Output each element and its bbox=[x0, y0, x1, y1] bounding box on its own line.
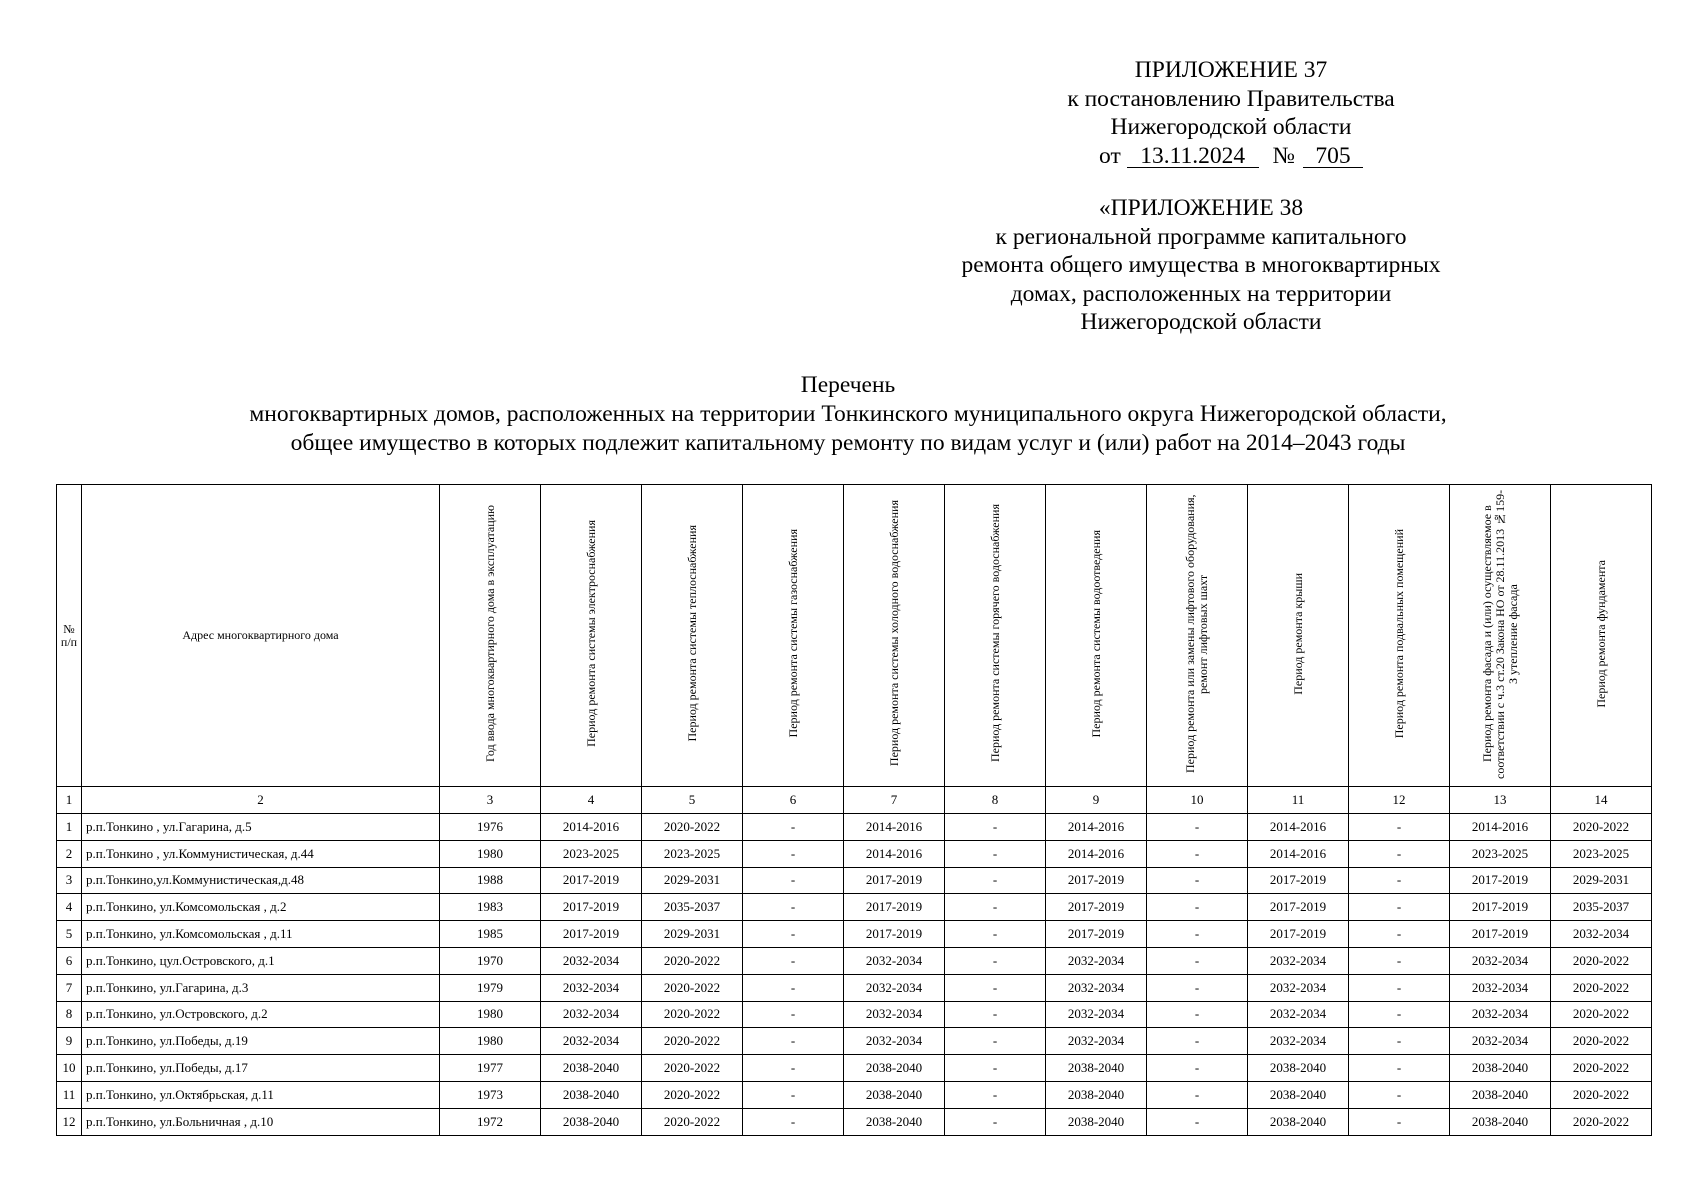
column-header-text: Период ремонта системы теплоснабжения bbox=[684, 525, 699, 742]
period-cell: - bbox=[1349, 1081, 1450, 1108]
period-cell: - bbox=[1349, 1055, 1450, 1082]
period-cell: - bbox=[1147, 1081, 1248, 1108]
column-header-text: Период ремонта системы горячего водоснабжения bbox=[987, 504, 1002, 763]
period-cell: - bbox=[945, 1055, 1046, 1082]
column-header-13 bbox=[1450, 485, 1551, 787]
address-cell: р.п.Тонкино, ул.Островского, д.2 bbox=[82, 1001, 440, 1028]
period-cell: 1980 bbox=[440, 1001, 541, 1028]
period-cell: 2038-2040 bbox=[1450, 1081, 1551, 1108]
period-cell: 1976 bbox=[440, 814, 541, 841]
period-cell: - bbox=[743, 1028, 844, 1055]
period-cell: 1985 bbox=[440, 921, 541, 948]
period-cell: 2029-2031 bbox=[642, 921, 743, 948]
column-number: 1 bbox=[57, 787, 82, 814]
period-cell: 2020-2022 bbox=[642, 1001, 743, 1028]
period-cell: 1983 bbox=[440, 894, 541, 921]
list-title bbox=[0, 371, 1696, 458]
address-cell: р.п.Тонкино, ул.Победы, д.19 bbox=[82, 1028, 440, 1055]
period-cell: - bbox=[743, 947, 844, 974]
period-cell: - bbox=[743, 867, 844, 894]
period-cell: 2032-2034 bbox=[541, 1028, 642, 1055]
period-cell: 2032-2034 bbox=[1046, 1001, 1147, 1028]
address-cell: р.п.Тонкино, ул.Гагарина, д.3 bbox=[82, 974, 440, 1001]
row-number-cell: 4 bbox=[57, 894, 82, 921]
table-row bbox=[57, 1028, 1652, 1055]
column-header-text: Период ремонта фасада и (или) осуществляемое в соответствии с ч.3 ст.20 Закона НО от 28.11.2013 №159-З утепление фасада bbox=[1479, 488, 1520, 779]
period-cell: 2023-2025 bbox=[642, 840, 743, 867]
column-number: 12 bbox=[1349, 787, 1450, 814]
period-cell: 2020-2022 bbox=[642, 1055, 743, 1082]
period-cell: 2014-2016 bbox=[844, 840, 945, 867]
houses-table-wrap bbox=[56, 484, 1652, 1136]
period-cell: - bbox=[743, 894, 844, 921]
row-number-cell: 12 bbox=[57, 1108, 82, 1135]
table-row bbox=[57, 974, 1652, 1001]
period-cell: 2017-2019 bbox=[1046, 921, 1147, 948]
period-cell: - bbox=[1147, 1108, 1248, 1135]
period-cell: 2032-2034 bbox=[1248, 974, 1349, 1001]
column-header-1: № п/п bbox=[57, 485, 82, 787]
period-cell: 2017-2019 bbox=[844, 894, 945, 921]
period-cell: - bbox=[743, 1055, 844, 1082]
period-cell: 2014-2016 bbox=[1248, 814, 1349, 841]
appendix-block bbox=[1051, 56, 1411, 170]
column-header-3 bbox=[440, 485, 541, 787]
column-header-14 bbox=[1551, 485, 1652, 787]
period-cell: 2017-2019 bbox=[541, 867, 642, 894]
period-cell: 2038-2040 bbox=[844, 1055, 945, 1082]
period-cell: 2029-2031 bbox=[1551, 867, 1652, 894]
period-cell: - bbox=[1349, 894, 1450, 921]
address-cell: р.п.Тонкино, ул.Победы, д.17 bbox=[82, 1055, 440, 1082]
address-cell: р.п.Тонкино, ул.Комсомольская , д.11 bbox=[82, 921, 440, 948]
period-cell: 2020-2022 bbox=[1551, 1028, 1652, 1055]
table-row bbox=[57, 1108, 1652, 1135]
period-cell: 1988 bbox=[440, 867, 541, 894]
address-cell: р.п.Тонкино , ул.Гагарина, д.5 bbox=[82, 814, 440, 841]
period-cell: - bbox=[743, 814, 844, 841]
period-cell: 1972 bbox=[440, 1108, 541, 1135]
list-title-line-3: общее имущество в которых подлежит капитальному ремонту по видам услуг и (или) работ на 2014–2043 годы bbox=[290, 430, 1406, 456]
period-cell: 1977 bbox=[440, 1055, 541, 1082]
table-row bbox=[57, 894, 1652, 921]
period-cell: 2032-2034 bbox=[541, 974, 642, 1001]
period-cell: 2032-2034 bbox=[1450, 1001, 1551, 1028]
period-cell: 2032-2034 bbox=[1046, 1028, 1147, 1055]
column-header-text: Период ремонта системы холодного водоснабжения bbox=[886, 500, 901, 767]
period-cell: - bbox=[1147, 921, 1248, 948]
column-number: 11 bbox=[1248, 787, 1349, 814]
period-cell: - bbox=[945, 947, 1046, 974]
appendix-title: ПРИЛОЖЕНИЕ 37 bbox=[1134, 57, 1328, 83]
period-cell: 2029-2031 bbox=[642, 867, 743, 894]
column-header-11 bbox=[1248, 485, 1349, 787]
period-cell: 2023-2025 bbox=[541, 840, 642, 867]
period-cell: - bbox=[945, 894, 1046, 921]
list-title-line-1: Перечень bbox=[800, 372, 896, 398]
period-cell: 2014-2016 bbox=[1046, 814, 1147, 841]
period-cell: - bbox=[1349, 1028, 1450, 1055]
order-number: 705 bbox=[1303, 145, 1363, 168]
period-cell: - bbox=[743, 974, 844, 1001]
appendix-line-1: к постановлению Правительства bbox=[1067, 85, 1395, 112]
column-number: 10 bbox=[1147, 787, 1248, 814]
column-header-7 bbox=[844, 485, 945, 787]
address-cell: р.п.Тонкино, ул.Больничная , д.10 bbox=[82, 1108, 440, 1135]
row-number-cell: 3 bbox=[57, 867, 82, 894]
period-cell: 2038-2040 bbox=[541, 1108, 642, 1135]
address-cell: р.п.Тонкино, ул.Октябрьская, д.11 bbox=[82, 1081, 440, 1108]
period-cell: 2032-2034 bbox=[1551, 921, 1652, 948]
column-number: 9 bbox=[1046, 787, 1147, 814]
column-header-12 bbox=[1349, 485, 1450, 787]
row-number-cell: 11 bbox=[57, 1081, 82, 1108]
period-cell: - bbox=[1147, 1028, 1248, 1055]
period-cell: 2020-2022 bbox=[1551, 1001, 1652, 1028]
period-cell: - bbox=[1349, 814, 1450, 841]
period-cell: 2017-2019 bbox=[844, 867, 945, 894]
period-cell: 2014-2016 bbox=[1450, 814, 1551, 841]
address-cell: р.п.Тонкино , ул.Коммунистическая, д.44 bbox=[82, 840, 440, 867]
period-cell: - bbox=[945, 921, 1046, 948]
period-cell: - bbox=[1147, 814, 1248, 841]
period-cell: 2017-2019 bbox=[1248, 921, 1349, 948]
table-row bbox=[57, 814, 1652, 841]
period-cell: 2038-2040 bbox=[844, 1108, 945, 1135]
period-cell: 2014-2016 bbox=[844, 814, 945, 841]
period-cell: 2038-2040 bbox=[1450, 1055, 1551, 1082]
period-cell: 2017-2019 bbox=[541, 921, 642, 948]
column-number: 5 bbox=[642, 787, 743, 814]
period-cell: - bbox=[743, 1108, 844, 1135]
period-cell: - bbox=[1349, 1001, 1450, 1028]
period-cell: 2020-2022 bbox=[642, 1081, 743, 1108]
number-sign: № bbox=[1272, 142, 1295, 169]
column-header-5 bbox=[642, 485, 743, 787]
row-number-cell: 6 bbox=[57, 947, 82, 974]
period-cell: 2032-2034 bbox=[1450, 1028, 1551, 1055]
period-cell: 2032-2034 bbox=[1046, 974, 1147, 1001]
period-cell: 2017-2019 bbox=[1046, 894, 1147, 921]
program-line-4: Нижегородской области bbox=[1080, 309, 1322, 335]
period-cell: - bbox=[743, 840, 844, 867]
period-cell: 2032-2034 bbox=[1450, 947, 1551, 974]
period-cell: 2017-2019 bbox=[844, 921, 945, 948]
period-cell: 2038-2040 bbox=[1046, 1081, 1147, 1108]
period-cell: 2017-2019 bbox=[1450, 921, 1551, 948]
period-cell: 2038-2040 bbox=[844, 1081, 945, 1108]
column-number: 7 bbox=[844, 787, 945, 814]
column-header-9 bbox=[1046, 485, 1147, 787]
period-cell: 2020-2022 bbox=[1551, 1055, 1652, 1082]
period-cell: - bbox=[1349, 867, 1450, 894]
table-row bbox=[57, 921, 1652, 948]
column-header-text: Период ремонта системы водоотведения bbox=[1088, 529, 1103, 738]
column-header-text: Период ремонта системы электроснабжения bbox=[583, 520, 598, 747]
column-header-6 bbox=[743, 485, 844, 787]
period-cell: 2038-2040 bbox=[1248, 1055, 1349, 1082]
period-cell: 1980 bbox=[440, 840, 541, 867]
table-row bbox=[57, 1081, 1652, 1108]
period-cell: - bbox=[1349, 1108, 1450, 1135]
row-number-cell: 1 bbox=[57, 814, 82, 841]
period-cell: 2032-2034 bbox=[1248, 1028, 1349, 1055]
period-cell: 2038-2040 bbox=[1248, 1108, 1349, 1135]
column-header-10 bbox=[1147, 485, 1248, 787]
period-cell: 2020-2022 bbox=[642, 947, 743, 974]
column-number-row bbox=[57, 787, 1652, 814]
period-cell: 1970 bbox=[440, 947, 541, 974]
column-header-2: Адрес многоквартирного дома bbox=[82, 485, 440, 787]
period-cell: 2038-2040 bbox=[1046, 1055, 1147, 1082]
period-cell: 2017-2019 bbox=[1450, 894, 1551, 921]
period-cell: 2020-2022 bbox=[1551, 814, 1652, 841]
period-cell: 2038-2040 bbox=[1046, 1108, 1147, 1135]
period-cell: - bbox=[1349, 947, 1450, 974]
address-cell: р.п.Тонкино, ул.Комсомольская , д.2 bbox=[82, 894, 440, 921]
table-row bbox=[57, 867, 1652, 894]
period-cell: - bbox=[1349, 921, 1450, 948]
from-label: от bbox=[1099, 142, 1121, 169]
period-cell: - bbox=[1147, 867, 1248, 894]
program-line-1: к региональной программе капитального bbox=[995, 223, 1407, 250]
appendix-order-line bbox=[1051, 142, 1411, 171]
column-header-text: Год ввода многоквартирного дома в эксплуатацию bbox=[482, 504, 497, 762]
period-cell: - bbox=[945, 867, 1046, 894]
period-cell: 2014-2016 bbox=[1248, 840, 1349, 867]
period-cell: 1973 bbox=[440, 1081, 541, 1108]
program-title: «ПРИЛОЖЕНИЕ 38 bbox=[1098, 195, 1304, 221]
row-number-cell: 8 bbox=[57, 1001, 82, 1028]
period-cell: 2020-2022 bbox=[642, 1108, 743, 1135]
period-cell: 2023-2025 bbox=[1450, 840, 1551, 867]
column-number: 14 bbox=[1551, 787, 1652, 814]
period-cell: 2038-2040 bbox=[541, 1081, 642, 1108]
column-header-4 bbox=[541, 485, 642, 787]
period-cell: 1980 bbox=[440, 1028, 541, 1055]
period-cell: - bbox=[945, 1001, 1046, 1028]
header-row bbox=[57, 485, 1652, 787]
period-cell: - bbox=[1147, 1055, 1248, 1082]
table-row bbox=[57, 947, 1652, 974]
row-number-cell: 2 bbox=[57, 840, 82, 867]
column-header-text: Период ремонта системы газоснабжения bbox=[785, 529, 800, 738]
column-number: 2 bbox=[82, 787, 440, 814]
table-row bbox=[57, 1055, 1652, 1082]
column-header-8 bbox=[945, 485, 1046, 787]
period-cell: 2032-2034 bbox=[1248, 947, 1349, 974]
period-cell: - bbox=[1349, 840, 1450, 867]
column-number: 13 bbox=[1450, 787, 1551, 814]
column-header-text: Период ремонта или замены лифтового оборудования, ремонт лифтовых шахт bbox=[1183, 494, 1210, 773]
period-cell: 2032-2034 bbox=[844, 974, 945, 1001]
period-cell: 2023-2025 bbox=[1551, 840, 1652, 867]
period-cell: - bbox=[1147, 894, 1248, 921]
period-cell: 2020-2022 bbox=[642, 974, 743, 1001]
order-date: 13.11.2024 bbox=[1127, 145, 1259, 168]
column-number: 4 bbox=[541, 787, 642, 814]
period-cell: - bbox=[945, 814, 1046, 841]
period-cell: - bbox=[1147, 1001, 1248, 1028]
period-cell: - bbox=[1147, 947, 1248, 974]
table-body bbox=[57, 814, 1652, 1136]
period-cell: 2032-2034 bbox=[541, 1001, 642, 1028]
period-cell: 2020-2022 bbox=[1551, 947, 1652, 974]
period-cell: 2020-2022 bbox=[1551, 974, 1652, 1001]
period-cell: - bbox=[1147, 840, 1248, 867]
period-cell: 2038-2040 bbox=[1248, 1081, 1349, 1108]
period-cell: 2035-2037 bbox=[1551, 894, 1652, 921]
houses-table bbox=[56, 484, 1652, 1136]
period-cell: 2035-2037 bbox=[642, 894, 743, 921]
period-cell: - bbox=[945, 1108, 1046, 1135]
program-block bbox=[941, 194, 1461, 337]
period-cell: 2032-2034 bbox=[844, 947, 945, 974]
period-cell: - bbox=[945, 840, 1046, 867]
period-cell: - bbox=[1349, 974, 1450, 1001]
period-cell: 2038-2040 bbox=[541, 1055, 642, 1082]
column-number: 8 bbox=[945, 787, 1046, 814]
row-number-cell: 7 bbox=[57, 974, 82, 1001]
period-cell: - bbox=[945, 1028, 1046, 1055]
column-header-text: Период ремонта фундамента bbox=[1593, 559, 1608, 708]
period-cell: 2032-2034 bbox=[844, 1028, 945, 1055]
address-cell: р.п.Тонкино, цул.Островского, д.1 bbox=[82, 947, 440, 974]
row-number-cell: 9 bbox=[57, 1028, 82, 1055]
period-cell: 2014-2016 bbox=[541, 814, 642, 841]
period-cell: 2020-2022 bbox=[1551, 1081, 1652, 1108]
period-cell: - bbox=[743, 1001, 844, 1028]
address-cell: р.п.Тонкино,ул.Коммунистическая,д.48 bbox=[82, 867, 440, 894]
period-cell: 2032-2034 bbox=[844, 1001, 945, 1028]
period-cell: 2017-2019 bbox=[541, 894, 642, 921]
program-line-3: домах, расположенных на территории bbox=[1010, 280, 1392, 307]
appendix-line-2: Нижегородской области bbox=[1110, 114, 1352, 140]
table-row bbox=[57, 1001, 1652, 1028]
period-cell: 2032-2034 bbox=[1248, 1001, 1349, 1028]
period-cell: 2017-2019 bbox=[1046, 867, 1147, 894]
period-cell: - bbox=[743, 921, 844, 948]
period-cell: 2014-2016 bbox=[1046, 840, 1147, 867]
column-number: 3 bbox=[440, 787, 541, 814]
period-cell: 2017-2019 bbox=[1248, 894, 1349, 921]
period-cell: 2017-2019 bbox=[1450, 867, 1551, 894]
period-cell: 2017-2019 bbox=[1248, 867, 1349, 894]
period-cell: 2020-2022 bbox=[642, 814, 743, 841]
column-header-text: Период ремонта крыши bbox=[1290, 572, 1305, 695]
period-cell: 2032-2034 bbox=[541, 947, 642, 974]
period-cell: - bbox=[945, 1081, 1046, 1108]
period-cell: 2032-2034 bbox=[1046, 947, 1147, 974]
period-cell: - bbox=[743, 1081, 844, 1108]
list-title-line-2: многоквартирных домов, расположенных на территории Тонкинского муниципального округа Нижегородской области, bbox=[249, 401, 1447, 427]
period-cell: - bbox=[1147, 974, 1248, 1001]
period-cell: 2020-2022 bbox=[642, 1028, 743, 1055]
period-cell: 2032-2034 bbox=[1450, 974, 1551, 1001]
row-number-cell: 10 bbox=[57, 1055, 82, 1082]
column-header-text: Период ремонта подвальных помещений bbox=[1391, 528, 1406, 739]
row-number-cell: 5 bbox=[57, 921, 82, 948]
column-number: 6 bbox=[743, 787, 844, 814]
period-cell: 1979 bbox=[440, 974, 541, 1001]
period-cell: 2038-2040 bbox=[1450, 1108, 1551, 1135]
program-line-2: ремонта общего имущества в многоквартирных bbox=[961, 252, 1441, 278]
period-cell: - bbox=[945, 974, 1046, 1001]
table-row bbox=[57, 840, 1652, 867]
period-cell: 2020-2022 bbox=[1551, 1108, 1652, 1135]
